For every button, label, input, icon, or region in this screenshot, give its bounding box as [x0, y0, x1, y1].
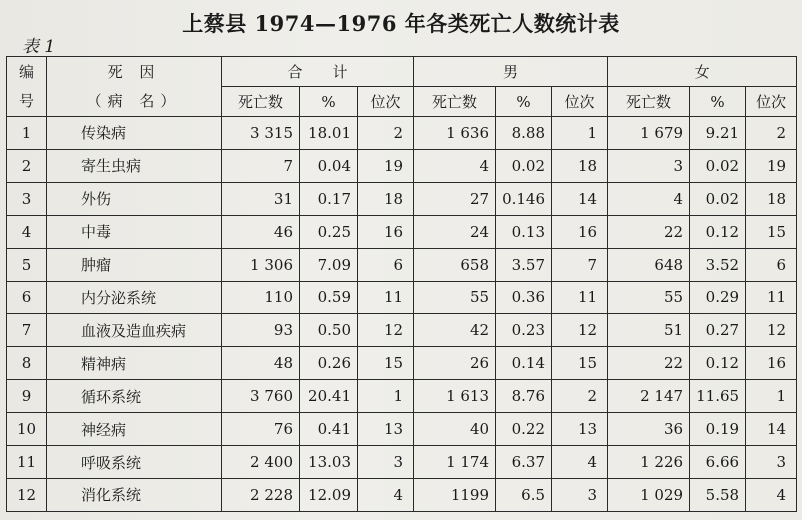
male-rank-cell: 16: [552, 215, 608, 248]
male-rank-cell: 3: [552, 478, 608, 511]
total-deaths-cell: 3 760: [222, 380, 300, 413]
header-group-male: 男: [414, 57, 608, 87]
male-deaths-cell: 658: [414, 248, 496, 281]
total-deaths-cell: 3 315: [222, 117, 300, 150]
female-percent-cell: 0.29: [690, 281, 746, 314]
cause-name-cell: 中毒: [47, 215, 222, 248]
total-deaths-cell: 7: [222, 149, 300, 182]
total-percent-cell: 12.09: [300, 478, 358, 511]
total-rank-cell: 18: [358, 182, 414, 215]
header-cause-line1: 死 因: [107, 63, 161, 81]
female-rank-cell: 18: [746, 182, 797, 215]
female-percent-cell: 5.58: [690, 478, 746, 511]
mortality-table: [6, 56, 797, 512]
total-deaths-cell: 46: [222, 215, 300, 248]
total-percent-cell: 0.17: [300, 182, 358, 215]
row-number-cell: 8: [7, 347, 47, 380]
table-row: [7, 380, 797, 413]
total-rank-cell: 4: [358, 478, 414, 511]
male-percent-cell: 0.14: [496, 347, 552, 380]
male-rank-cell: 1: [552, 117, 608, 150]
header-female-deaths: 死亡数: [608, 87, 690, 117]
total-percent-cell: 20.41: [300, 380, 358, 413]
total-deaths-cell: 93: [222, 314, 300, 347]
male-percent-cell: 0.02: [496, 149, 552, 182]
male-percent-cell: 0.22: [496, 413, 552, 446]
total-percent-cell: 0.25: [300, 215, 358, 248]
header-number-line2: 号: [18, 91, 34, 110]
female-percent-cell: 9.21: [690, 117, 746, 150]
table-row: [7, 446, 797, 479]
female-percent-cell: 0.27: [690, 314, 746, 347]
male-deaths-cell: 1 174: [414, 446, 496, 479]
header-cause: [47, 57, 222, 117]
table-row: [7, 215, 797, 248]
female-deaths-cell: 36: [608, 413, 690, 446]
cause-name-cell: 消化系统: [47, 478, 222, 511]
table-row: [7, 347, 797, 380]
total-rank-cell: 2: [358, 117, 414, 150]
table-label: 表 1: [22, 37, 56, 57]
cause-name-cell: 肿瘤: [47, 248, 222, 281]
female-deaths-cell: 51: [608, 314, 690, 347]
table-row: [7, 314, 797, 347]
total-percent-cell: 13.03: [300, 446, 358, 479]
female-percent-cell: 0.02: [690, 182, 746, 215]
female-rank-cell: 12: [746, 314, 797, 347]
male-deaths-cell: 1 636: [414, 117, 496, 150]
female-deaths-cell: 1 226: [608, 446, 690, 479]
header-cause-line2: （病 名）: [86, 91, 182, 110]
cause-name-cell: 传染病: [47, 117, 222, 150]
male-percent-cell: 6.5: [496, 478, 552, 511]
header-total-deaths: 死亡数: [222, 87, 300, 117]
male-rank-cell: 18: [552, 149, 608, 182]
female-rank-cell: 6: [746, 248, 797, 281]
female-deaths-cell: 1 029: [608, 478, 690, 511]
row-number-cell: 9: [7, 380, 47, 413]
female-deaths-cell: 22: [608, 215, 690, 248]
table-row: [7, 117, 797, 150]
female-percent-cell: 0.19: [690, 413, 746, 446]
total-percent-cell: 0.04: [300, 149, 358, 182]
male-percent-cell: 0.146: [496, 182, 552, 215]
male-deaths-cell: 27: [414, 182, 496, 215]
male-deaths-cell: 55: [414, 281, 496, 314]
male-percent-cell: 0.23: [496, 314, 552, 347]
row-number-cell: 5: [7, 248, 47, 281]
row-number-cell: 3: [7, 182, 47, 215]
total-percent-cell: 0.41: [300, 413, 358, 446]
total-deaths-cell: 76: [222, 413, 300, 446]
total-rank-cell: 6: [358, 248, 414, 281]
female-percent-cell: 0.02: [690, 149, 746, 182]
total-percent-cell: 18.01: [300, 117, 358, 150]
header-male-deaths: 死亡数: [414, 87, 496, 117]
total-deaths-cell: 2 228: [222, 478, 300, 511]
table-row: [7, 149, 797, 182]
female-rank-cell: 14: [746, 413, 797, 446]
female-percent-cell: 6.66: [690, 446, 746, 479]
female-deaths-cell: 3: [608, 149, 690, 182]
male-rank-cell: 14: [552, 182, 608, 215]
male-percent-cell: 8.76: [496, 380, 552, 413]
male-rank-cell: 15: [552, 347, 608, 380]
header-total-percent: %: [300, 87, 358, 117]
header-female-percent: %: [690, 87, 746, 117]
male-deaths-cell: 4: [414, 149, 496, 182]
male-deaths-cell: 42: [414, 314, 496, 347]
total-rank-cell: 15: [358, 347, 414, 380]
male-rank-cell: 11: [552, 281, 608, 314]
total-deaths-cell: 110: [222, 281, 300, 314]
table-row: [7, 248, 797, 281]
header-total-rank: 位次: [358, 87, 414, 117]
female-deaths-cell: 22: [608, 347, 690, 380]
male-rank-cell: 12: [552, 314, 608, 347]
female-rank-cell: 16: [746, 347, 797, 380]
male-percent-cell: 8.88: [496, 117, 552, 150]
total-rank-cell: 12: [358, 314, 414, 347]
total-rank-cell: 1: [358, 380, 414, 413]
female-percent-cell: 11.65: [690, 380, 746, 413]
row-number-cell: 4: [7, 215, 47, 248]
male-rank-cell: 2: [552, 380, 608, 413]
page-title: 上蔡县 1974—1976 年各类死亡人数统计表: [182, 11, 620, 36]
female-rank-cell: 4: [746, 478, 797, 511]
cause-name-cell: 呼吸系统: [47, 446, 222, 479]
total-percent-cell: 7.09: [300, 248, 358, 281]
male-deaths-cell: 24: [414, 215, 496, 248]
female-percent-cell: 0.12: [690, 215, 746, 248]
row-number-cell: 10: [7, 413, 47, 446]
total-percent-cell: 0.59: [300, 281, 358, 314]
total-rank-cell: 3: [358, 446, 414, 479]
female-deaths-cell: 648: [608, 248, 690, 281]
header-group-total: 合 计: [222, 57, 414, 87]
female-deaths-cell: 4: [608, 182, 690, 215]
table-row: [7, 413, 797, 446]
male-rank-cell: 13: [552, 413, 608, 446]
total-rank-cell: 19: [358, 149, 414, 182]
cause-name-cell: 寄生虫病: [47, 149, 222, 182]
header-female-rank: 位次: [746, 87, 797, 117]
row-number-cell: 11: [7, 446, 47, 479]
male-deaths-cell: 40: [414, 413, 496, 446]
row-number-cell: 12: [7, 478, 47, 511]
header-male-rank: 位次: [552, 87, 608, 117]
female-rank-cell: 1: [746, 380, 797, 413]
total-rank-cell: 11: [358, 281, 414, 314]
female-rank-cell: 11: [746, 281, 797, 314]
header-number-line1: 编: [18, 63, 34, 81]
female-deaths-cell: 1 679: [608, 117, 690, 150]
cause-name-cell: 内分泌系统: [47, 281, 222, 314]
row-number-cell: 2: [7, 149, 47, 182]
male-percent-cell: 0.13: [496, 215, 552, 248]
female-rank-cell: 19: [746, 149, 797, 182]
total-percent-cell: 0.50: [300, 314, 358, 347]
header-male-percent: %: [496, 87, 552, 117]
female-deaths-cell: 55: [608, 281, 690, 314]
female-rank-cell: 3: [746, 446, 797, 479]
total-rank-cell: 16: [358, 215, 414, 248]
total-percent-cell: 0.26: [300, 347, 358, 380]
header-number: [7, 57, 47, 117]
row-number-cell: 7: [7, 314, 47, 347]
row-number-cell: 1: [7, 117, 47, 150]
male-rank-cell: 4: [552, 446, 608, 479]
total-deaths-cell: 48: [222, 347, 300, 380]
cause-name-cell: 神经病: [47, 413, 222, 446]
table-row: [7, 478, 797, 511]
total-rank-cell: 13: [358, 413, 414, 446]
male-deaths-cell: 26: [414, 347, 496, 380]
table-row: [7, 182, 797, 215]
male-percent-cell: 6.37: [496, 446, 552, 479]
total-deaths-cell: 1 306: [222, 248, 300, 281]
table-row: [7, 281, 797, 314]
total-deaths-cell: 2 400: [222, 446, 300, 479]
row-number-cell: 6: [7, 281, 47, 314]
cause-name-cell: 外伤: [47, 182, 222, 215]
cause-name-cell: 循环系统: [47, 380, 222, 413]
table-body: [7, 117, 797, 512]
male-percent-cell: 0.36: [496, 281, 552, 314]
female-percent-cell: 0.12: [690, 347, 746, 380]
female-rank-cell: 2: [746, 117, 797, 150]
male-percent-cell: 3.57: [496, 248, 552, 281]
cause-name-cell: 血液及造血疾病: [47, 314, 222, 347]
total-deaths-cell: 31: [222, 182, 300, 215]
male-deaths-cell: 1 613: [414, 380, 496, 413]
male-rank-cell: 7: [552, 248, 608, 281]
header-group-female: 女: [608, 57, 797, 87]
female-rank-cell: 15: [746, 215, 797, 248]
female-deaths-cell: 2 147: [608, 380, 690, 413]
female-percent-cell: 3.52: [690, 248, 746, 281]
male-deaths-cell: 1199: [414, 478, 496, 511]
cause-name-cell: 精神病: [47, 347, 222, 380]
